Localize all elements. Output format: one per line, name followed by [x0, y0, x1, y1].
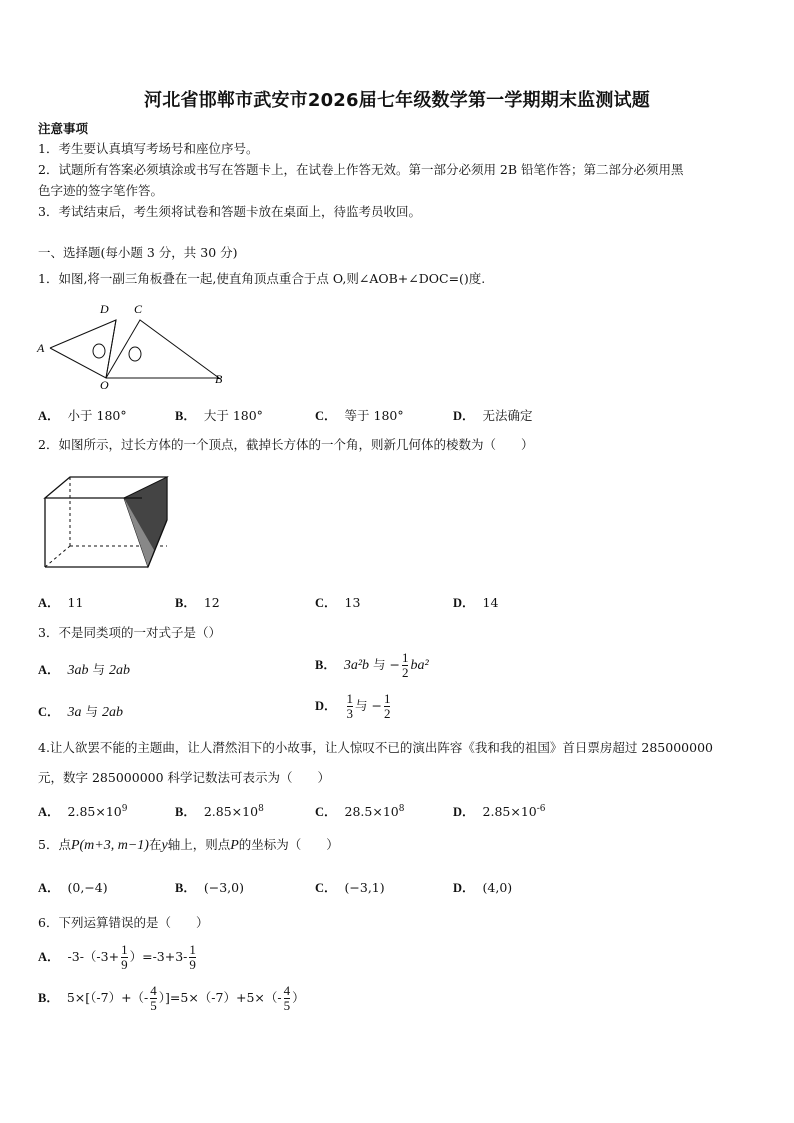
q1-option-c: C． 等于 180°	[315, 408, 404, 423]
label-B: B	[215, 372, 223, 386]
q5-option-c: C． (−3,1)	[315, 880, 385, 895]
q1-option-b: B． 大于 180°	[175, 408, 263, 423]
label-C: C	[134, 302, 143, 316]
q6-option-b: B． 5×[（-7）+（- $\frac{4}{5}$ ）]=5×（-7）+5×（- $\frac{4}{5}$ ）	[38, 983, 305, 1013]
q1-option-a: A． 小于 180°	[38, 408, 127, 423]
question-4-stem-2: 元，数字 285000000 科学记数法可表示为（ ）	[38, 770, 331, 785]
q5-option-a: A． (0,−4)	[38, 880, 108, 895]
notice-heading: 注意事项	[38, 121, 89, 136]
page-title: 河北省邯郸市武安市2026届七年级数学第一学期期末监测试题	[144, 90, 650, 111]
notice-item: 色字迹的签字笔作答。	[38, 183, 164, 198]
label-A: A	[37, 341, 45, 355]
q2-option-c: C． 13	[315, 595, 361, 610]
q5-option-d: D． (4,0)	[453, 880, 513, 895]
cuboid-figure	[40, 470, 175, 575]
label-D: D	[100, 302, 109, 316]
q2-option-a: A． 11	[38, 595, 84, 610]
question-1-stem: 1．如图,将一副三角板叠在一起,使直角顶点重合于点 O,则∠AOB+∠DOC=()度.	[38, 271, 486, 286]
q3-option-b: B． 3a²b 与 − $\frac{1}{2}$ ba²	[315, 650, 429, 680]
label-O: O	[100, 378, 109, 391]
q3-option-a: A． 3ab 与 2ab	[38, 662, 130, 678]
notice-item: 1．考生要认真填写考场号和座位序号。	[38, 141, 259, 156]
question-3-stem: 3．不是同类项的一对式子是（）	[38, 625, 221, 640]
q3-option-d: D． $\frac{1}{3}$ 与 − $\frac{1}{2}$	[315, 691, 391, 721]
q4-option-b: B． $2.85\times 10^8$	[175, 803, 264, 819]
q3-option-c: C． 3a 与 2ab	[38, 704, 123, 720]
question-5-stem: 5．点P(m+3, m−1)在y轴上，则点P的坐标为（ ）	[38, 837, 339, 853]
triangle-rulers-figure	[34, 296, 234, 391]
q4-option-c: C． $28.5\times 10^8$	[315, 803, 405, 819]
q6-option-a: A． -3-（-3+ $\frac{1}{9}$ ）=-3+3- $\frac{1}{9}$	[38, 942, 196, 972]
notice-item: 3．考试结束后，考生须将试卷和答题卡放在桌面上，待监考员收回。	[38, 204, 421, 219]
section-heading: 一、选择题(每小题 3 分，共 30 分)	[38, 245, 238, 260]
q4-option-a: A． $2.85\times 10^9$	[38, 803, 128, 819]
q1-option-d: D． 无法确定	[453, 408, 533, 423]
q2-option-d: D． 14	[453, 595, 499, 610]
q4-option-d: D． $2.85\times 10^{-6}$	[453, 803, 546, 819]
q5-option-b: B． (−3,0)	[175, 880, 244, 895]
question-2-stem: 2．如图所示，过长方体的一个顶点，截掉长方体的一个角，则新几何体的棱数为（ ）	[38, 437, 534, 452]
notice-item: 2．试题所有答案必须填涂或书写在答题卡上，在试卷上作答无效。第一部分必须用 2B 铅笔作答；第二部分必须用黑	[38, 162, 684, 177]
question-4-stem-1: 4.让人欲罢不能的主题曲，让人潸然泪下的小故事，让人惊叹不已的演出阵容《我和我的祖国》首日票房超过 285000000	[38, 740, 713, 755]
q2-option-b: B． 12	[175, 595, 220, 610]
question-6-stem: 6．下列运算错误的是（ ）	[38, 915, 209, 930]
